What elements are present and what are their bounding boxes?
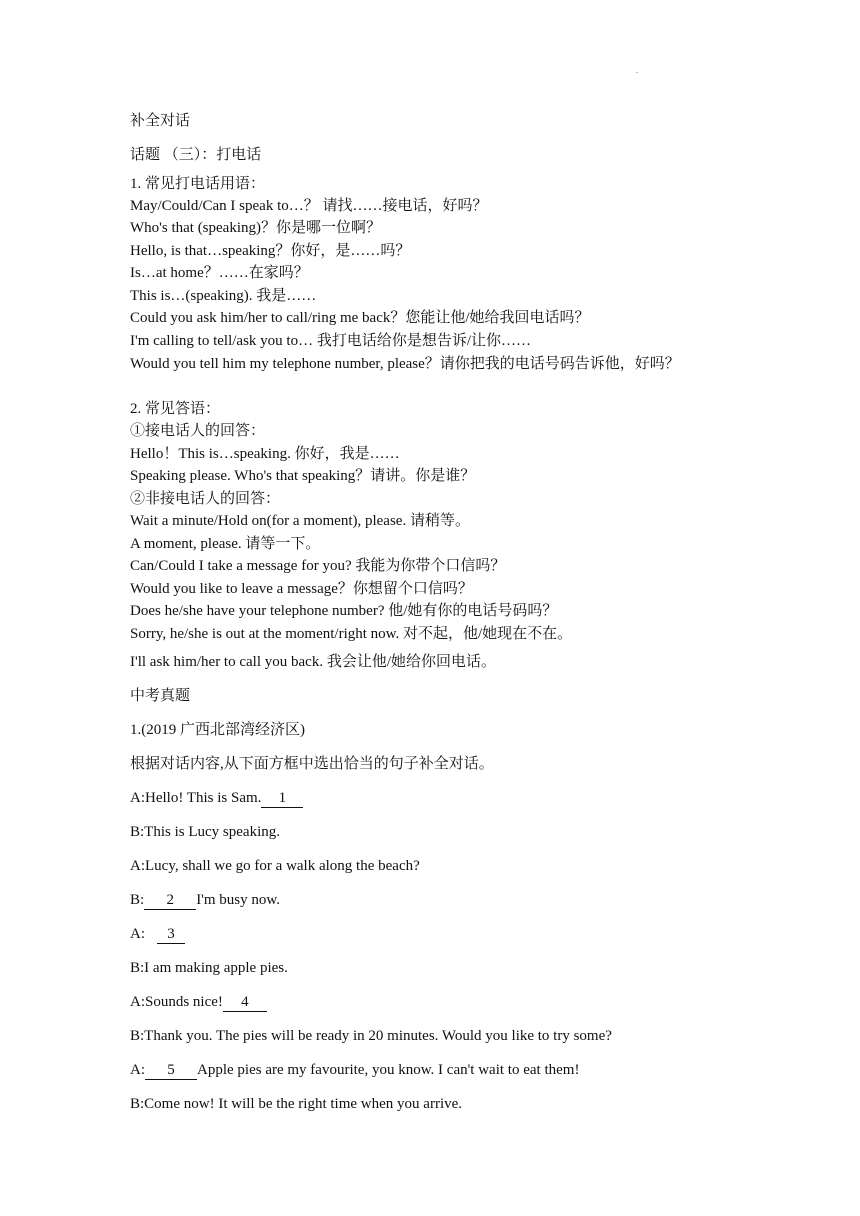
dialog-line [130,992,750,1012]
topic-title: 话题 （三）：打电话 [130,147,262,163]
phrase-line: Could you ask him/her to call/ring me back？您能让他/她给我回电话吗？ [130,310,590,326]
dialog-text: B:Thank you. The pies will be ready in 20 minutes. Would you like to try some? [130,1028,612,1044]
section-2-title: 2. 常见答语： [130,401,221,417]
dialog-text: A:Lucy, shall we go for a walk along the beach? [130,858,420,874]
section-1-title: 1. 常见打电话用语： [130,176,266,192]
phrase-line: Hello, is that…speaking？你好，是……吗？ [130,243,411,259]
phrase-line: Would you tell him my telephone number, please？请你把我的电话号码告诉他，好吗？ [130,356,680,372]
dialog-text: A:Hello! This is Sam. [130,790,262,806]
answer-line: A moment, please. 请等一下。 [130,536,321,552]
answer-line: Sorry, he/she is out at the moment/right now. 对不起，他/她现在不在。 [130,626,573,642]
dialog-text: B: [130,892,145,908]
heading: 补全对话 [130,113,191,129]
answer-blank-4: 4 [223,994,267,1012]
dialog-text: A: [130,926,145,942]
corner-mark: . [636,66,638,75]
dialog-line [130,958,750,978]
dialog-line [130,1094,750,1114]
dialog-line [130,1026,750,1046]
phrase-line: This is…(speaking). 我是…… [130,288,317,304]
dialog-line [130,890,750,910]
dialog-text: A:Sounds nice! [130,994,223,1010]
dialog-text: B:This is Lucy speaking. [130,824,280,840]
dialog-line [130,822,750,842]
answer-line: Can/Could I take a message for you? 我能为你带个口信吗？ [130,558,506,574]
answer-blank-3: 3 [157,926,185,944]
subsection-1-title: ①接电话人的回答： [130,423,266,439]
dialog-line [130,1060,750,1080]
phrase-line: I'm calling to tell/ask you to… 我打电话给你是想告诉/让你…… [130,333,532,349]
phrase-line: May/Could/Can I speak to…？ 请找……接电话，好吗？ [130,198,488,214]
question-instruction: 根据对话内容,从下面方框中选出恰当的句子补全对话。 [130,756,494,772]
phrase-line: Who's that (speaking)？你是哪一位啊？ [130,220,382,236]
dialog-line [130,924,750,944]
answer-line: Wait a minute/Hold on(for a moment), please. 请稍等。 [130,513,470,529]
answer-blank-5: 5 [145,1062,197,1080]
dialog-text: A: [130,1062,145,1078]
dialog-text: B:I am making apple pies. [130,960,288,976]
dialog-line [130,788,750,808]
answer-line: Does he/she have your telephone number? 他/她有你的电话号码吗？ [130,603,558,619]
answer-line: Hello！This is…speaking. 你好，我是…… [130,446,400,462]
dialog-text: Apple pies are my favourite, you know. I can't wait to eat them! [197,1062,580,1078]
answer-line: Would you like to leave a message？你想留个口信吗？ [130,581,473,597]
answer-blank-2: 2 [144,892,196,910]
dialog-line [130,856,750,876]
answer-line: I'll ask him/her to call you back. 我会让他/她给你回电话。 [130,654,496,670]
dialog-text: I'm busy now. [196,892,280,908]
dialog-text: B:Come now! It will be the right time when you arrive. [130,1096,463,1112]
answer-blank-1: 1 [261,790,303,808]
phrase-line: Is…at home？……在家吗？ [130,265,309,281]
answer-line: Speaking please. Who's that speaking？请讲。你是谁？ [130,468,476,484]
subsection-2-title: ②非接电话人的回答： [130,491,281,507]
exam-title: 中考真题 [130,688,191,704]
question-source: 1.(2019 广西北部湾经济区) [130,722,305,738]
